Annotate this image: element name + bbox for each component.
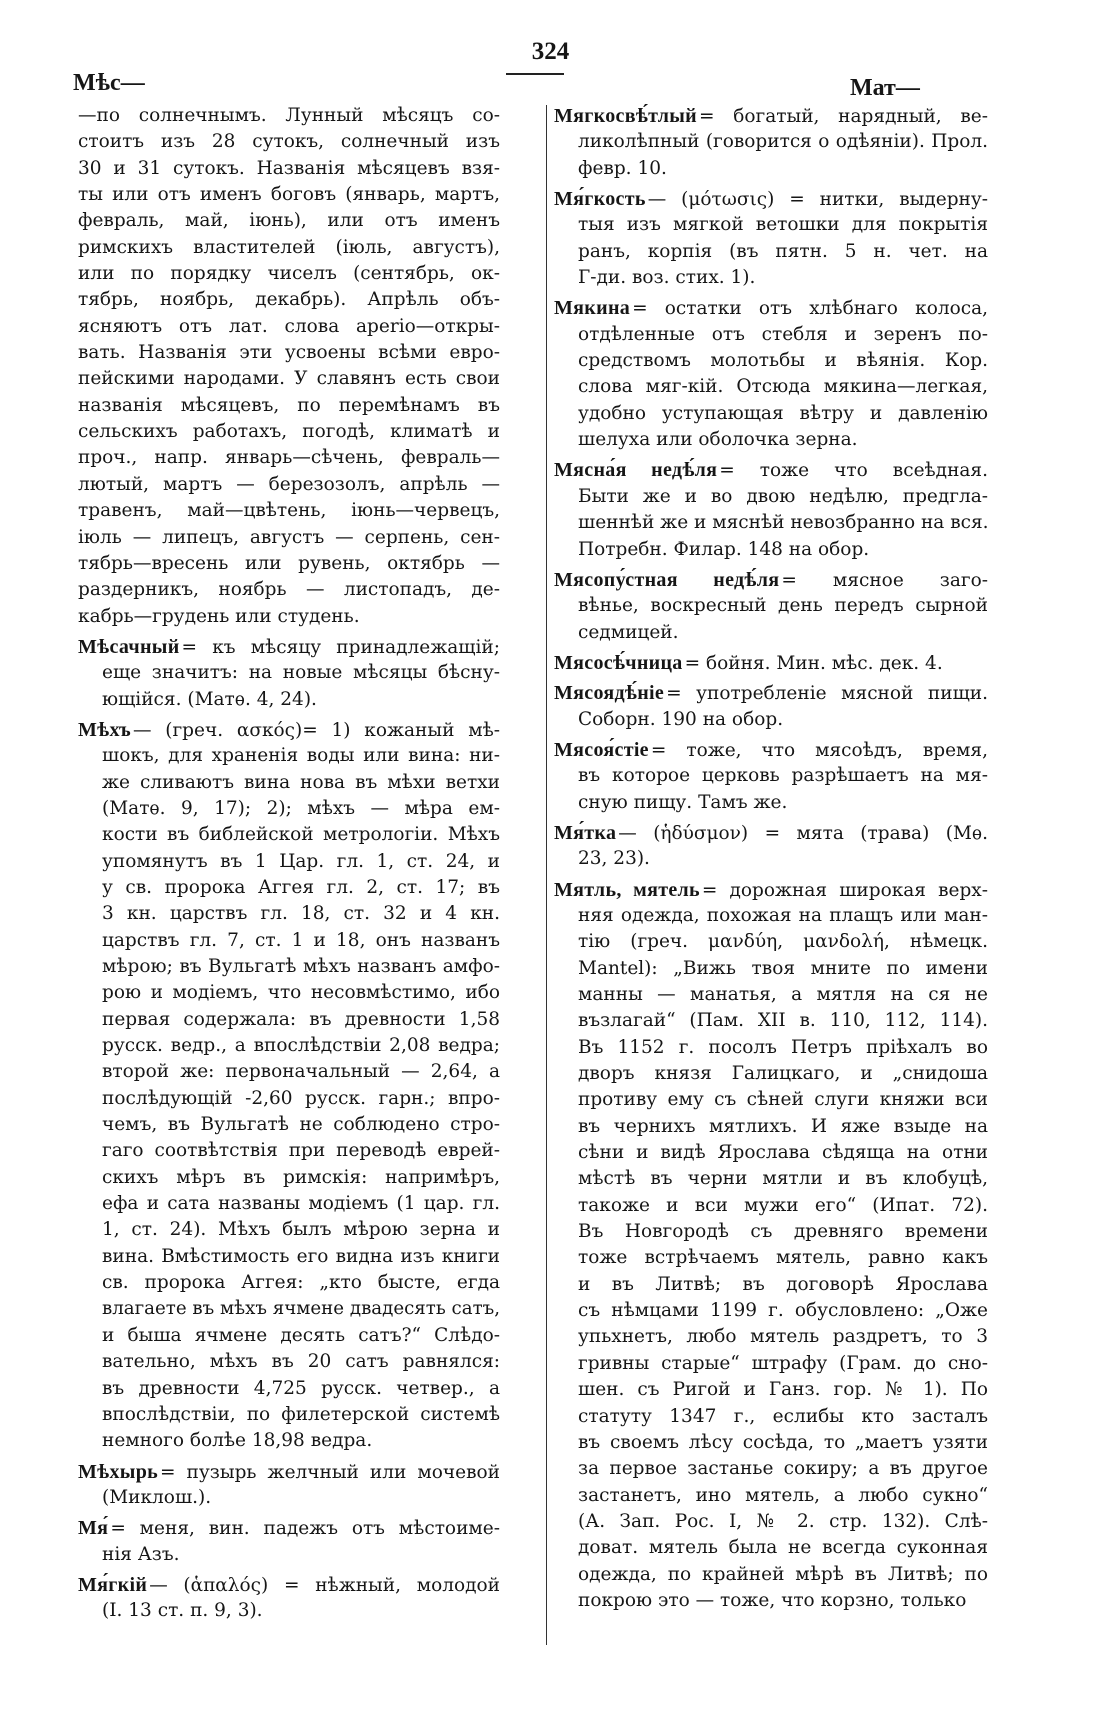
text-line: такоже и вси мужи его“ (Ипат. 72).: [578, 1194, 988, 1216]
headword: Мя́гкій: [78, 1573, 148, 1596]
definition-text: — (μότωσις) = нитки, выдерну-: [647, 189, 988, 211]
text-line: [554, 680, 988, 706]
text-line: [554, 737, 988, 763]
text-line: —по солнечнымъ. Лунный мѣсяцъ со-: [78, 105, 500, 126]
text-line: дворъ князя Галицкаго, и „снидоша: [578, 1063, 988, 1085]
text-line: въ древности 4,725 русск. четвер., а: [102, 1377, 500, 1399]
text-line: Въ Новгородѣ съ древняго времени: [578, 1221, 988, 1243]
text-line: вательно, мѣхъ въ 20 сатъ равнялся:: [102, 1351, 500, 1373]
text-line: тябрь, ноябрь, декабрь). Апрѣль объ-: [78, 289, 500, 311]
text-line: (Миклош.).: [102, 1486, 212, 1508]
text-line: пейскими народами. У славянъ есть свои: [78, 368, 500, 390]
text-line: раздерникъ, ноябрь — листопадъ, де-: [78, 579, 500, 601]
entry-continuation: [78, 103, 500, 630]
text-line: тію (греч. μανδύη, μανδολή, нѣмецк.: [578, 931, 988, 953]
text-line: шокъ, для храненія воды или вина: ни-: [102, 745, 500, 767]
text-line: ты или отъ именъ боговъ (январь, мартъ,: [78, 184, 500, 206]
text-line: [554, 877, 988, 903]
text-line: кабрь—грудень или студень.: [78, 605, 360, 627]
text-line: февраль, май, іюнь), или отъ именъ: [78, 210, 500, 232]
page-number-underline: [506, 73, 564, 75]
text-line: [78, 634, 500, 660]
text-line: проч., напр. январь—сѣчень, февраль—: [78, 447, 500, 469]
text-line: названія мѣсяцевъ, по перемѣнамъ въ: [78, 394, 500, 416]
column-divider: [546, 105, 547, 1645]
definition-text: = меня, вин. падежъ отъ мѣстоиме-: [110, 1518, 500, 1540]
text-line: шен. съ Ригой и Ганз. гор. № 1). По: [578, 1379, 988, 1401]
text-line: кости въ библейской метрологіи. Мѣхъ: [102, 824, 500, 846]
text-line: няя одежда, похожая на плащъ или ман-: [578, 904, 988, 926]
text-line: мѣрою; въ Вульгатѣ мѣхъ названъ амфо-: [102, 956, 500, 977]
text-line: упьхнетъ, любо мятель раздретъ, то 3: [578, 1326, 988, 1348]
headword: Мясна́я недѣ́ля: [554, 459, 718, 482]
definition-text: = бойня. Мин. мѣс. дек. 4.: [684, 652, 943, 674]
text-line: манны — манатья, а мятля на ся не: [578, 984, 988, 1005]
text-line: (І. 13 ст. п. 9, 3).: [102, 1600, 263, 1622]
text-line: седмицей.: [578, 621, 679, 643]
text-line: Соборн. 190 на обор.: [578, 708, 784, 730]
text-line: еще значитъ: на новые мѣсяцы бѣсну-: [102, 662, 500, 684]
text-line: сную пищу. Тамъ же.: [578, 791, 788, 813]
text-line: чемъ, въ Вульгатѣ не соблюдено стро-: [102, 1114, 500, 1136]
text-line: царствъ гл. 7, ст. 1 и 18, онъ названъ: [102, 929, 500, 951]
text-line: [554, 103, 988, 129]
text-line: или по порядку чиселъ (сентябрь, ок-: [78, 263, 500, 285]
text-line: же сливаютъ вина нова въ мѣхи ветхи: [102, 771, 500, 793]
text-line: [554, 567, 988, 593]
text-line: Въ 1152 г. посолъ Петръ пріѣхалъ во: [578, 1036, 988, 1058]
dictionary-entry: [554, 650, 988, 676]
definition-text: = тоже, что мясоѣдъ, время,: [650, 739, 988, 761]
text-line: Г-ди. воз. стих. 1).: [578, 267, 756, 289]
text-line: и быша ячмене десять сатъ?“ Слѣдо-: [102, 1324, 500, 1346]
left-column: [78, 103, 500, 1629]
text-line: сѣни и видѣ Ярослава сѣдяща на отни: [578, 1142, 988, 1164]
text-line: [554, 457, 988, 483]
text-line: ранъ, корпія (въ пятн. 5 н. чет. на: [578, 240, 988, 262]
text-line: ющійся. (Матѳ. 4, 24).: [102, 688, 317, 710]
headword: Мѣхъ: [78, 718, 131, 741]
dictionary-entry: [554, 820, 988, 873]
text-line: [78, 717, 500, 743]
text-line: рою и модіемъ, что несовмѣстимо, ибо: [102, 982, 500, 1004]
text-line: Потребн. Филар. 148 на обор.: [578, 538, 870, 560]
text-line: и въ Литвѣ; въ договорѣ Ярослава: [578, 1273, 988, 1295]
dictionary-entry: [554, 567, 988, 646]
entry-gap: [78, 1625, 500, 1629]
text-line: упомянутъ въ 1 Цар. гл. 1, ст. 24, и: [102, 850, 500, 872]
text-line: покрою это — тоже, что корзно, только: [578, 1589, 967, 1611]
definition-text: = пузырь желчный или мочевой: [160, 1461, 500, 1483]
text-line: [78, 1459, 500, 1485]
definition-text: — (греч. ασκός)= 1) кожаный мѣ-: [132, 719, 500, 741]
text-line: тоже встрѣчаемъ мятель, равно какъ: [578, 1247, 988, 1269]
text-line: стоитъ изъ 28 сутокъ, солнечный изъ: [78, 131, 500, 153]
text-line: шеннѣй же и мяснѣй невозбранно на вся.: [578, 512, 989, 534]
text-line: влагаете въ мѣхъ ячмене двадесять сатъ,: [102, 1298, 500, 1320]
dictionary-entry: [554, 680, 988, 733]
text-line: доват. мятель была не всегда суконная: [578, 1537, 988, 1559]
text-line: впослѣдствіи, по филетерской системѣ: [102, 1403, 500, 1425]
text-line: Mantel): „Вижь твоя мните по имени: [578, 957, 988, 979]
headword: Мясосѣ́чница: [554, 651, 683, 674]
headword: Мясоя́стіе: [554, 738, 649, 761]
entry-gap: [554, 1614, 988, 1618]
text-line: [554, 820, 988, 846]
text-line: [78, 1572, 500, 1598]
text-line: шелуха или оболочка зерна.: [578, 429, 858, 451]
text-line: средствомъ молотьбы и вѣянія. Кор.: [578, 350, 988, 372]
text-line: одежда, по крайней мѣрѣ въ Литвѣ; по: [578, 1563, 988, 1585]
definition-text: = употребленіе мясной пищи.: [666, 683, 988, 705]
text-line: слова мяг-кій. Отсюда мякина—легкая,: [578, 376, 988, 398]
text-line: въ которое церковь разрѣшаетъ на мя-: [578, 765, 988, 787]
dictionary-entry: [78, 1459, 500, 1512]
definition-text: = дорожная широкая верх-: [701, 879, 988, 901]
text-line: ефа и сата названы модіемъ (1 цар. гл.: [102, 1193, 500, 1215]
dictionary-entry: [554, 457, 988, 562]
dictionary-entry: [554, 103, 988, 182]
dictionary-entry: [554, 186, 988, 291]
text-line: первая содержала: въ древности 1,58: [102, 1008, 500, 1030]
text-line: въ черниxъ мятлихъ. И яже взыде на: [578, 1115, 988, 1137]
text-line: [554, 295, 988, 321]
text-line: іюль — липецъ, августъ — серпень, сен-: [78, 526, 500, 548]
definition-text: = мясное заго-: [781, 569, 988, 591]
text-line: нія Азъ.: [102, 1543, 180, 1565]
text-line: травенъ, май—цвѣтень, іюнь—червецъ,: [78, 500, 500, 522]
text-line: у св. пророка Аггея гл. 2, ст. 17; въ: [102, 876, 500, 898]
headword: Мѣхырь: [78, 1460, 158, 1483]
dictionary-entry: [78, 717, 500, 1455]
text-line: вѣнье, воскресный день передъ сырной: [578, 595, 988, 617]
text-line: римскихъ властителей (іюль, августъ),: [78, 236, 500, 258]
text-line: св. пророка Аггея: „кто бысте, егда: [102, 1272, 500, 1294]
text-line: съ нѣмцами 1199 г. обусловлено: „Оже: [578, 1300, 988, 1322]
dictionary-entry: [78, 634, 500, 713]
text-line: отдѣленные отъ стебля и зеренъ по-: [578, 323, 988, 345]
headword: Мятль, мятель: [554, 878, 700, 901]
headword: Мя́: [78, 1517, 109, 1540]
text-line: [78, 1515, 500, 1541]
text-line: мѣстѣ въ черни мятли и въ клобуцѣ,: [578, 1168, 988, 1190]
text-line: застанетъ, ино мятель, а любо сукно“: [578, 1484, 988, 1506]
headword: Мясоядѣ́ніе: [554, 682, 665, 705]
text-line: февр. 10.: [578, 157, 667, 179]
dictionary-entry: [78, 1572, 500, 1625]
text-line: [554, 186, 988, 212]
text-line: ясняютъ отъ лат. слова aperio—откры-: [78, 315, 500, 337]
text-line: 23, 23).: [578, 848, 650, 870]
text-line: гривны старые“ штрафу (Грам. до сно-: [578, 1352, 988, 1374]
text-line: противу ему съ сѣней слуги княжи вси: [578, 1089, 988, 1111]
text-line: сельскихъ работахъ, погодѣ, климатѣ и: [78, 421, 500, 443]
text-line: възлагай“ (Пам. XII в. 110, 112, 114).: [578, 1010, 988, 1032]
text-line: тыя изъ мягкой ветошки для покрытія: [578, 214, 988, 236]
right-column: [554, 103, 988, 1618]
text-line: (А. Зап. Рос. І, № 2. стр. 132). Слѣ-: [578, 1510, 988, 1532]
definition-text: = богатый, нарядный, ве-: [699, 106, 988, 127]
text-line: (Матѳ. 9, 17); 2); мѣхъ — мѣра ем-: [102, 797, 500, 819]
headword: Мя́тка: [554, 821, 617, 844]
text-line: немного болѣе 18,98 ведра.: [102, 1430, 373, 1452]
headword: Мѣсачный: [78, 635, 180, 658]
text-line: лютый, мартъ — березозолъ, апрѣль —: [78, 473, 500, 495]
text-line: [554, 650, 988, 676]
headword: Мясопу́стная недѣ́ля: [554, 568, 780, 591]
text-line: русск. ведр., а впослѣдствіи 2,08 ведра;: [102, 1035, 500, 1057]
text-line: Быти же и во двою недѣлю, предгла-: [578, 485, 988, 507]
definition-text: — (ἁπαλός) = нѣжный, молодой: [149, 1574, 500, 1596]
text-line: тябрь—вресень или рувень, октябрь —: [78, 552, 500, 574]
text-line: въ своемъ лѣсу сосѣда, то „маетъ узяти: [578, 1431, 988, 1453]
text-line: скихъ мѣръ въ римскія: напримѣръ,: [102, 1166, 500, 1188]
text-line: послѣдующій -2,60 русск. гарн.; впро-: [102, 1087, 500, 1109]
text-line: вать. Названія эти усвоены всѣми евро-: [78, 342, 500, 364]
headword: Мягкосвѣ́тлый: [554, 105, 698, 127]
text-line: 1, ст. 24). Мѣхъ былъ мѣрою зерна и: [102, 1219, 500, 1241]
text-line: 3 кн. царствъ гл. 18, ст. 32 и 4 кн.: [102, 903, 500, 925]
text-line: гаго соотвѣтствія при переводѣ еврей-: [102, 1140, 500, 1162]
text-line: статуту 1347 г., еслибы кто засталъ: [578, 1405, 988, 1427]
text-line: вина. Вмѣстимость его видна изъ книги: [102, 1245, 500, 1267]
running-head-left: Мѣс—: [73, 70, 145, 96]
text-line: второй же: первоначальный — 2,64, а: [102, 1061, 500, 1083]
text-line: удобно уступающая вѣтру и давленію: [578, 402, 988, 424]
definition-text: — (ἡδύσμον) = мята (трава) (Мѳ.: [618, 822, 988, 844]
running-head-right: Мат—: [850, 75, 920, 101]
dictionary-entry: [554, 737, 988, 816]
text-line: за первое застанье сокиру; а въ другое: [578, 1458, 988, 1480]
definition-text: = тоже что всеѣдная.: [719, 460, 988, 482]
headword: Мякина: [554, 297, 631, 320]
page-number: 324: [531, 38, 570, 65]
text-line: 30 и 31 сутокъ. Названія мѣсяцевъ взя-: [78, 157, 500, 179]
definition-text: = остатки отъ хлѣбнаго колоса,: [632, 298, 988, 320]
dictionary-entry: [78, 1515, 500, 1568]
headword: Мя́гкость: [554, 188, 646, 211]
dictionary-entry: [554, 877, 988, 1615]
text-line: ликолѣпный (говорится о одѣяніи). Прол.: [578, 131, 988, 153]
definition-text: = къ мѣсяцу принадлежащій;: [181, 636, 500, 658]
dictionary-entry: [554, 295, 988, 453]
